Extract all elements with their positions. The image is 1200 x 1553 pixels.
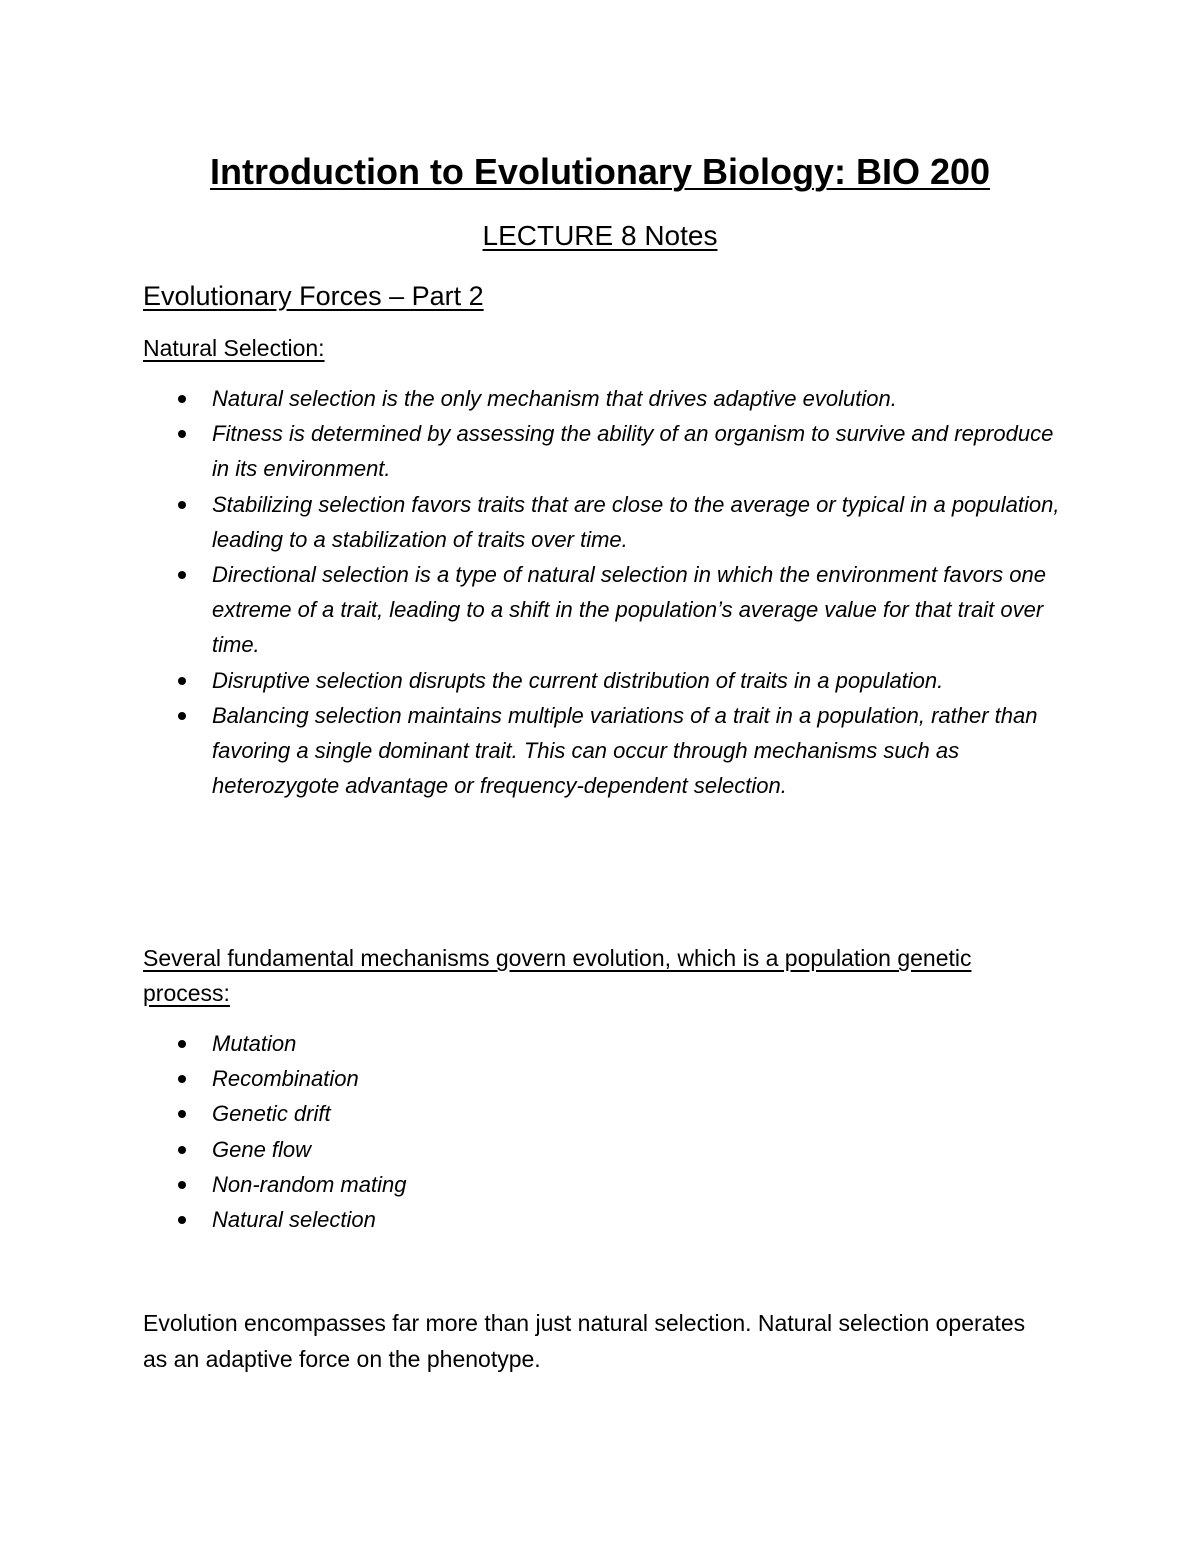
bullet-icon (178, 1146, 186, 1154)
bullet-icon (178, 1216, 186, 1224)
list-item (0, 557, 1062, 663)
list-item (0, 1202, 1062, 1237)
list-item (0, 1061, 1062, 1096)
natural-selection-list (0, 381, 1062, 803)
list-item-text: Natural selection (212, 1207, 376, 1233)
lecture-subtitle: LECTURE 8 Notes (482, 220, 718, 251)
list-item (0, 698, 1062, 804)
bullet-icon (178, 1181, 186, 1189)
closing-paragraph: Evolution encompasses far more than just natural selection. Natural selection operates as an adaptive force on the phenotype. (143, 1310, 1026, 1372)
bullet-icon (178, 677, 186, 685)
list-item (0, 416, 1062, 486)
list-item (0, 1096, 1062, 1131)
document-title: Introduction to Evolutionary Biology: BIO 200 (209, 151, 991, 192)
bullet-icon (178, 1110, 186, 1118)
list-item-text: Genetic drift (212, 1101, 331, 1127)
list-item-text: Non-random mating (212, 1171, 407, 1197)
bullet-icon (178, 395, 186, 403)
list-item-text: Gene flow (212, 1136, 312, 1162)
list-item-text: Directional selection is a type of natural selection in which the environment favors one extreme of a trait, leading to a shift in the population’s average value for that trait over time. (212, 562, 1047, 658)
natural-selection-label: Natural Selection: (143, 335, 325, 361)
mechanisms-list (0, 1026, 1062, 1237)
bullet-icon (178, 571, 186, 579)
list-item (0, 663, 1062, 698)
bullet-icon (178, 430, 186, 438)
list-item-text: Fitness is determined by assessing the ability of an organism to survive and reproduce in its environment. (212, 421, 1054, 482)
mechanisms-label: Several fundamental mechanisms govern evolution, which is a population genetic process: (143, 945, 972, 1006)
list-item (0, 1026, 1062, 1061)
list-item-text: Balancing selection maintains multiple variations of a trait in a population, rather than favoring a single dominant trait. This can occur through mechanisms such as heterozygote advantage or frequency-dependent selection. (212, 702, 1038, 799)
section-heading: Evolutionary Forces – Part 2 (143, 281, 484, 311)
list-item (0, 1132, 1062, 1167)
list-item-text: Disruptive selection disrupts the current distribution of traits in a population. (212, 667, 944, 693)
bullet-icon (178, 1075, 186, 1083)
list-item-text: Natural selection is the only mechanism that drives adaptive evolution. (212, 386, 897, 411)
bullet-icon (178, 501, 186, 509)
list-item (0, 487, 1062, 557)
list-item (0, 1167, 1062, 1202)
list-item-text: Stabilizing selection favors traits that are close to the average or typical in a population, leading to a stabilization of traits over time. (212, 491, 1060, 552)
bullet-icon (178, 1040, 186, 1048)
list-item-text: Mutation (212, 1031, 297, 1056)
list-item-text: Recombination (212, 1066, 359, 1092)
bullet-icon (178, 712, 186, 720)
list-item (0, 381, 1062, 416)
